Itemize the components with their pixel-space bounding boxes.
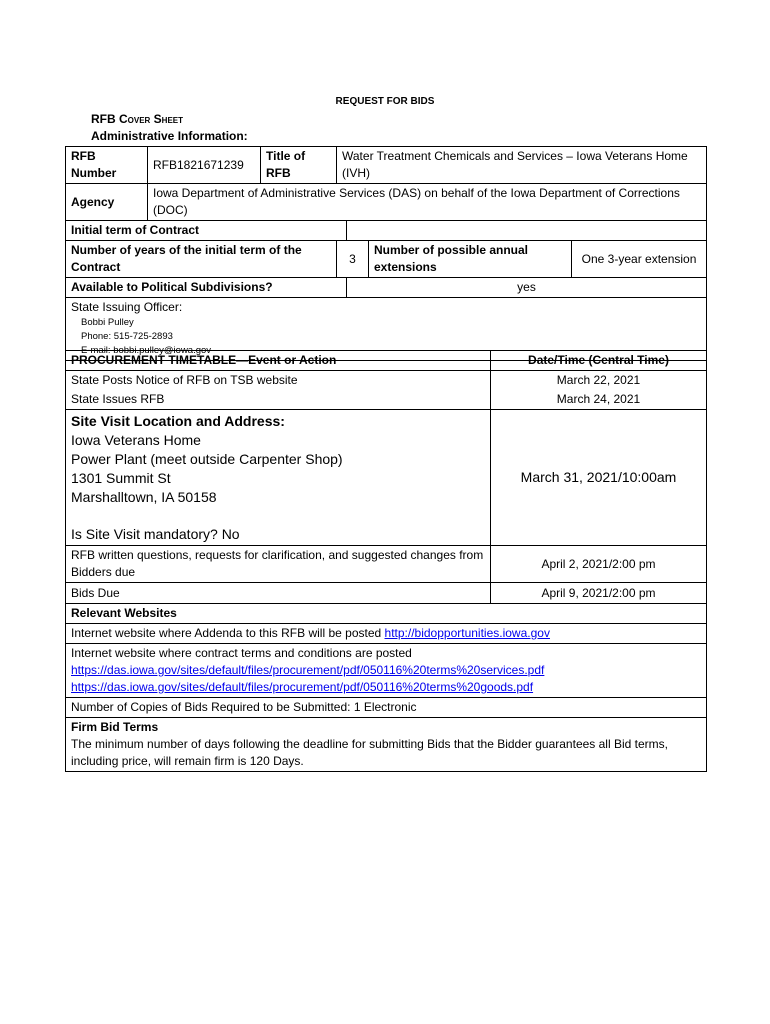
terms-goods-link[interactable]: https://das.iowa.gov/sites/default/files/procurement/pdf/050116%20terms%20goods.pdf	[71, 680, 534, 694]
timetable-table	[65, 350, 707, 772]
bids-due-date: April 9, 2021/2:00 pm	[491, 583, 707, 604]
admin-info-heading: Administrative Information:	[91, 129, 248, 143]
firm-terms-text: The minimum number of days following the deadline for submitting Bids that the Bidder guarantees all Bid terms, including price, will remain firm is 120 Days.	[71, 737, 668, 768]
site-visit-line: Iowa Veterans Home	[71, 432, 201, 448]
extensions-label: Number of possible annual extensions	[369, 241, 572, 278]
officer-phone: Phone: 515-725-2893	[81, 331, 173, 342]
site-visit-heading: Site Visit Location and Address:	[71, 413, 285, 429]
timetable-header-date: Date/Time (Central Time)	[491, 351, 707, 371]
agency-label: Agency	[66, 184, 148, 221]
bids-due-event: Bids Due	[66, 583, 491, 604]
timetable-row-event: State Posts Notice of RFB on TSB website	[66, 371, 491, 391]
officer-email: E-mail: bobbi.pulley@iowa.gov	[81, 345, 212, 356]
cover-sheet-title: RFB Cover Sheet	[91, 112, 184, 126]
timetable-row-event: State Issues RFB	[66, 390, 491, 410]
rfb-title-label: Title of RFB	[261, 147, 337, 184]
years-label: Number of years of the initial term of the Contract	[66, 241, 337, 278]
site-visit-mandatory: Is Site Visit mandatory? No	[71, 526, 240, 542]
firm-bid-terms	[66, 718, 707, 772]
initial-term-blank	[347, 221, 707, 241]
site-visit-date: March 31, 2021/10:00am	[491, 410, 707, 546]
rfb-number-label: RFB Number	[66, 147, 148, 184]
admin-info-table	[65, 146, 707, 361]
timetable-row-date: March 22, 2021	[491, 371, 707, 391]
addenda-row	[66, 624, 707, 644]
officer-label: State Issuing Officer:	[71, 300, 183, 314]
addenda-text: Internet website where Addenda to this RFB will be posted	[71, 626, 385, 640]
officer-name: Bobbi Pulley	[81, 317, 134, 328]
site-visit-line: Marshalltown, IA 50158	[71, 489, 217, 505]
copies-required: Number of Copies of Bids Required to be Submitted: 1 Electronic	[66, 698, 707, 718]
political-value: yes	[347, 278, 707, 298]
initial-term-label: Initial term of Contract	[66, 221, 347, 241]
firm-terms-heading: Firm Bid Terms	[71, 720, 159, 734]
addenda-link[interactable]: http://bidopportunities.iowa.gov	[384, 626, 550, 640]
site-visit-cell	[66, 410, 491, 546]
terms-services-link[interactable]: https://das.iowa.gov/sites/default/files/procurement/pdf/050116%20terms%20services.pdf	[71, 663, 545, 677]
years-value: 3	[337, 241, 369, 278]
agency-value: Iowa Department of Administrative Services (DAS) on behalf of the Iowa Department of Corrections (DOC)	[148, 184, 707, 221]
political-label: Available to Political Subdivisions?	[66, 278, 347, 298]
rfb-title-value: Water Treatment Chemicals and Services – Iowa Veterans Home (IVH)	[337, 147, 707, 184]
site-visit-line: Power Plant (meet outside Carpenter Shop)	[71, 451, 343, 467]
extensions-value: One 3-year extension	[572, 241, 707, 278]
terms-text: Internet website where contract terms and conditions are posted	[71, 646, 412, 660]
websites-heading: Relevant Websites	[66, 604, 707, 624]
timetable-row-date: March 24, 2021	[491, 390, 707, 410]
site-visit-line: 1301 Summit St	[71, 470, 171, 486]
rfb-number-value: RFB1821671239	[148, 147, 261, 184]
timetable-header-event: PROCUREMENT TIMETABLE—Event or Action	[66, 351, 491, 371]
terms-row	[66, 644, 707, 698]
page-title: REQUEST FOR BIDS	[335, 96, 435, 107]
questions-date: April 2, 2021/2:00 pm	[491, 546, 707, 583]
questions-event: RFB written questions, requests for clarification, and suggested changes from Bidders due	[66, 546, 491, 583]
